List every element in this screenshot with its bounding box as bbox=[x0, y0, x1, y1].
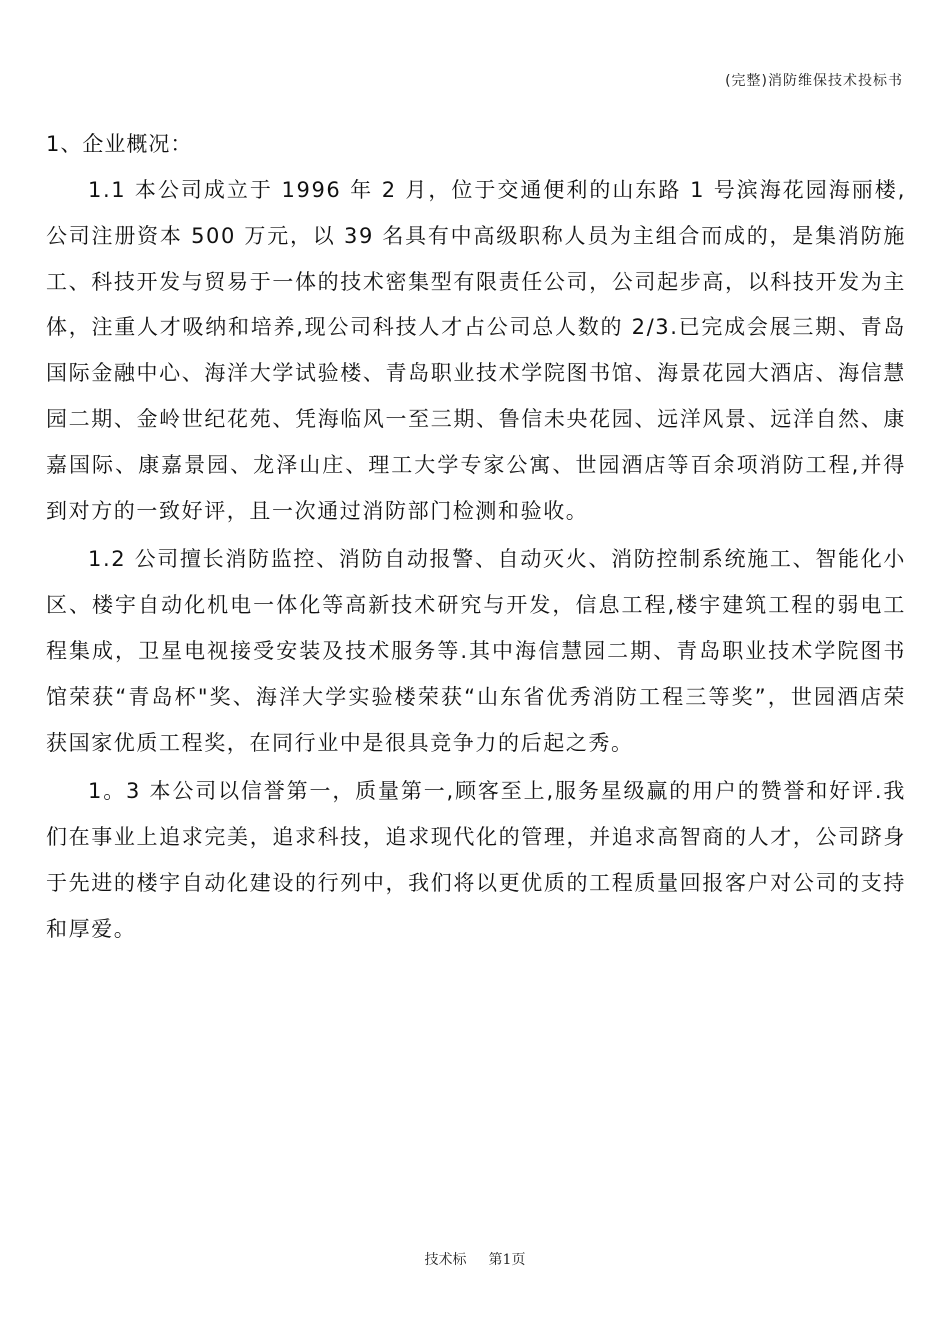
page-footer bbox=[0, 1249, 950, 1269]
section-heading: 1、企业概况： bbox=[46, 132, 193, 156]
document-body bbox=[46, 120, 906, 953]
page-number: 第1页 bbox=[488, 1252, 526, 1268]
paragraph-1-1: 1.1 本公司成立于 1996 年 2 月，位于交通便利的山东路 1 号滨海花园海丽楼,公司注册资本 500 万元，以 39 名具有中高级职称人员为主组合而成的，是集消防施工、科技开发与贸易于一体的技术密集型有限责任公司，公司起步高，以科技开发为主体，注重人才吸纳和培养,现公司科技人才占公司总人数的 2/3.已完成会展三期、青岛国际金融中心、海洋大学试验楼、青岛职业技术学院图书馆、海景花园大酒店、海信慧园二期、金岭世纪花苑、凭海临风一至三期、鲁信未央花园、远洋风景、远洋自然、康嘉国际、康嘉景园、龙泽山庄、理工大学专家公寓、世园酒店等百余项消防工程,并得到对方的一致好评，且一次通过消防部门检测和验收。 bbox=[46, 178, 906, 523]
footer-label: 技术标 bbox=[424, 1252, 467, 1268]
paragraph-1-2: 1.2 公司擅长消防监控、消防自动报警、自动灭火、消防控制系统施工、智能化小区、楼宇自动化机电一体化等高新技术研究与开发，信息工程,楼宇建筑工程的弱电工程集成，卫星电视接受安装及技术服务等.其中海信慧园二期、青岛职业技术学院图书馆荣获“青岛杯"奖、海洋大学实验楼荣获“山东省优秀消防工程三等奖”，世园酒店荣获国家优质工程奖，在同行业中是很具竞争力的后起之秀。 bbox=[46, 547, 906, 755]
paragraph-1-3: 1。3 本公司以信誉第一，质量第一,顾客至上,服务星级赢的用户的赞誉和好评.我们在事业上追求完美，追求科技，追求现代化的管理，并追求高智商的人才，公司跻身于先进的楼宇自动化建设的行列中，我们将以更优质的工程质量回报客户对公司的支持和厚爱。 bbox=[46, 779, 906, 941]
document-header-title: (完整)消防维保技术投标书 bbox=[725, 73, 903, 89]
